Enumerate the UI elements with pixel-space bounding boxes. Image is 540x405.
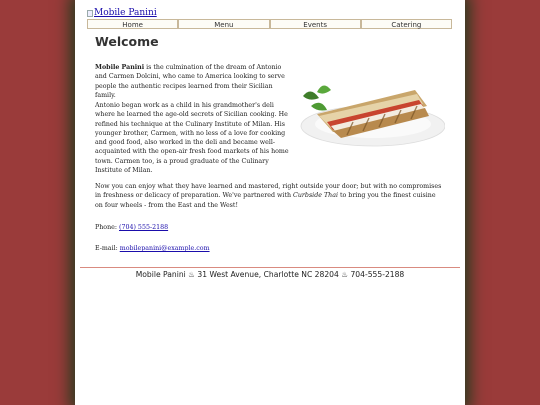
history-paragraph: Antonio began work as a child in his grandmother's deli where he learned the age-old secrets of Sicilian cooking. He refined his technique at the Culinary Institute of Milan. His younger brother, Carmen, with no less of a love for cooking and good food, also worked in the deli and became well-acquainted with the open-air fresh food markets of his home town. Carmen too, is a proud graduate of the Culinary Institute of Milan. xyxy=(95,102,289,175)
nav-menu[interactable]: Menu xyxy=(178,19,269,29)
footer-divider xyxy=(80,267,460,268)
page-container xyxy=(75,0,465,405)
panini-photo xyxy=(297,76,445,152)
nav-catering[interactable]: Catering xyxy=(361,19,452,29)
main-nav xyxy=(87,19,452,29)
email-label: E-mail: xyxy=(95,245,120,252)
page-title: Welcome xyxy=(95,34,159,49)
intro-text: is the culmination of the dream of Antonio and Carmen Dolcini, who came to America looking to serve people the authentic recipes learned from their Sicilian family. xyxy=(95,64,285,99)
partnership-text-a: Now you can enjoy what they have learned and mastered, right outside your door; but with no compromises in freshness or delicacy of preparation. We've partnered with xyxy=(95,183,442,200)
phone-line xyxy=(95,223,295,232)
partnership-text-b: to bring you the finest cuisine on four wheels - from the East and the West! xyxy=(95,192,436,209)
phone-label: Phone: xyxy=(95,224,119,231)
intro-brand: Mobile Panini xyxy=(95,64,145,71)
logo-alt-text: Mobile Panini xyxy=(94,8,157,18)
logo-link[interactable] xyxy=(87,7,157,19)
footer-address: Mobile Panini ♨ 31 West Avenue, Charlotte NC 28204 ♨ 704-555-2188 xyxy=(135,270,405,279)
broken-image-icon xyxy=(87,10,93,17)
intro-paragraph xyxy=(95,63,295,100)
nav-home[interactable]: Home xyxy=(87,19,178,29)
partner-name: Curbside Thai xyxy=(293,192,338,200)
email-line xyxy=(95,244,295,253)
nav-events[interactable]: Events xyxy=(270,19,361,29)
phone-link[interactable]: (704) 555-2188 xyxy=(119,224,169,231)
email-link[interactable]: mobilepanini@example.com xyxy=(119,245,210,252)
partnership-paragraph xyxy=(95,182,445,210)
